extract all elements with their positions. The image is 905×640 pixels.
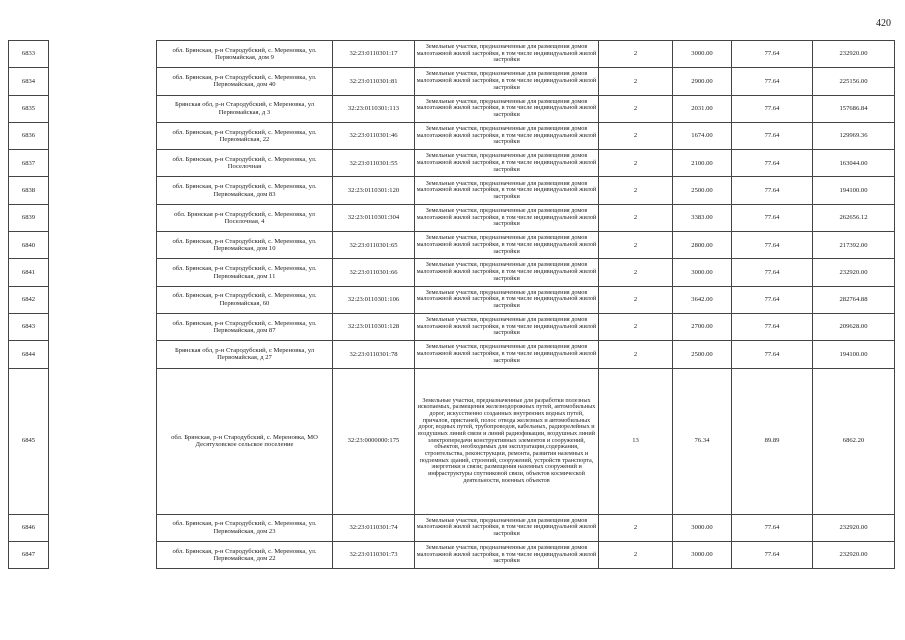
blank-cell	[49, 259, 157, 286]
cadastral-value-cell: 232920.00	[813, 541, 895, 568]
cadastral-value-cell: 129969.36	[813, 122, 895, 149]
table-row	[9, 259, 895, 286]
table-row	[9, 68, 895, 95]
specific-value-cell: 77.64	[732, 204, 813, 231]
row-number-cell: 6841	[9, 259, 49, 286]
group-number-cell: 2	[599, 514, 673, 541]
group-number-cell: 2	[599, 259, 673, 286]
area-cell: 3383.00	[673, 204, 732, 231]
blank-cell	[49, 150, 157, 177]
cadastral-value-cell: 232920.00	[813, 514, 895, 541]
specific-value-cell: 77.64	[732, 95, 813, 122]
land-use-purpose-cell: Земельные участки, предназначенные для разработки полезных ископаемых, размещения железнодорожных путей, автомобильных дорог, искусственно созданных внутренних водных путей, причалов, пристаней, полос отвода железных и автомобильных дорог, водных путей, трубопроводов, кабельных, радиорелейных и воздушных линий связи и линий радиофикации, воздушных линий электропередачи конструктивных элементов и сооружений, объектов, необходимых для эксплуатации,содержания, строительства, реконструкции, ремонта, развития наземных и подземных зданий, строений, сооружений, устройств транспорта, энергетики и связи; размещения наземных сооружений и инфраструктуры спутниковой связи, объектов космической деятельности, военных объектов	[415, 368, 599, 514]
cadastral-number-cell: 32:23:0110301:106	[333, 286, 415, 313]
address-cell: Брянская обл, р-н Стародубский, с Мереновка, ул Первомайская, д 3	[157, 95, 333, 122]
row-number-cell: 6843	[9, 313, 49, 340]
area-cell: 2800.00	[673, 232, 732, 259]
row-number-cell: 6845	[9, 368, 49, 514]
row-number-cell: 6834	[9, 68, 49, 95]
row-number-cell: 6842	[9, 286, 49, 313]
specific-value-cell: 77.64	[732, 232, 813, 259]
cadastral-number-cell: 32:23:0110301:81	[333, 68, 415, 95]
land-use-purpose-cell: Земельные участки, предназначенные для размещения домов малоэтажной жилой застройки, в том числе индивидуальной жилой застройки	[415, 259, 599, 286]
table-row	[9, 541, 895, 568]
land-use-purpose-cell: Земельные участки, предназначенные для размещения домов малоэтажной жилой застройки, в том числе индивидуальной жилой застройки	[415, 68, 599, 95]
land-use-purpose-cell: Земельные участки, предназначенные для размещения домов малоэтажной жилой застройки, в том числе индивидуальной жилой застройки	[415, 122, 599, 149]
table-row	[9, 286, 895, 313]
area-cell: 2700.00	[673, 313, 732, 340]
cadastral-value-cell: 232920.00	[813, 259, 895, 286]
address-cell: обл. Брянская, р-н Стародубский, с. Мереновка, ул. Первомайская, дом 9	[157, 41, 333, 68]
area-cell: 1674.00	[673, 122, 732, 149]
cadastral-value-cell: 282764.88	[813, 286, 895, 313]
cadastral-value-cell: 157686.84	[813, 95, 895, 122]
specific-value-cell: 77.64	[732, 341, 813, 368]
specific-value-cell: 77.64	[732, 122, 813, 149]
address-cell: обл. Брянская, р-н Стародубский, с. Мереновка, ул. Поселочная	[157, 150, 333, 177]
specific-value-cell: 89.89	[732, 368, 813, 514]
table-row	[9, 368, 895, 514]
blank-cell	[49, 286, 157, 313]
address-cell: обл. Брянская, р-н Стародубский, с. Мереновка, ул. Первомайская, дом 22	[157, 541, 333, 568]
specific-value-cell: 77.64	[732, 541, 813, 568]
group-number-cell: 2	[599, 95, 673, 122]
land-use-purpose-cell: Земельные участки, предназначенные для размещения домов малоэтажной жилой застройки, в том числе индивидуальной жилой застройки	[415, 232, 599, 259]
cadastral-number-cell: 32:23:0110301:17	[333, 41, 415, 68]
group-number-cell: 2	[599, 204, 673, 231]
cadastral-number-cell: 32:23:0110301:46	[333, 122, 415, 149]
area-cell: 2500.00	[673, 177, 732, 204]
address-cell: обл. Брянская, р-н Стародубский, с. Мереновка, ул. Первомайская, 22	[157, 122, 333, 149]
area-cell: 2100.00	[673, 150, 732, 177]
cadastral-number-cell: 32:23:0110301:55	[333, 150, 415, 177]
group-number-cell: 2	[599, 122, 673, 149]
table-row	[9, 41, 895, 68]
cadastral-number-cell: 32:23:0110301:74	[333, 514, 415, 541]
address-cell: обл. Брянская, р-н Стародубский, с. Мереновка, ул. Первомайская, дом 11	[157, 259, 333, 286]
cadastral-value-cell: 163044.00	[813, 150, 895, 177]
cadastral-number-cell: 32:23:0000000:175	[333, 368, 415, 514]
land-use-purpose-cell: Земельные участки, предназначенные для размещения домов малоэтажной жилой застройки, в том числе индивидуальной жилой застройки	[415, 286, 599, 313]
table-body	[9, 41, 895, 569]
cadastral-number-cell: 32:23:0110301:65	[333, 232, 415, 259]
table-row	[9, 177, 895, 204]
group-number-cell: 2	[599, 313, 673, 340]
specific-value-cell: 77.64	[732, 286, 813, 313]
specific-value-cell: 77.64	[732, 150, 813, 177]
row-number-cell: 6833	[9, 41, 49, 68]
land-use-purpose-cell: Земельные участки, предназначенные для размещения домов малоэтажной жилой застройки, в том числе индивидуальной жилой застройки	[415, 541, 599, 568]
specific-value-cell: 77.64	[732, 177, 813, 204]
specific-value-cell: 77.64	[732, 68, 813, 95]
cadastral-number-cell: 32:23:0110301:304	[333, 204, 415, 231]
table-row	[9, 150, 895, 177]
land-use-purpose-cell: Земельные участки, предназначенные для размещения домов малоэтажной жилой застройки, в том числе индивидуальной жилой застройки	[415, 177, 599, 204]
group-number-cell: 2	[599, 150, 673, 177]
area-cell: 3000.00	[673, 514, 732, 541]
cadastral-value-cell: 262656.12	[813, 204, 895, 231]
land-use-purpose-cell: Земельные участки, предназначенные для размещения домов малоэтажной жилой застройки, в том числе индивидуальной жилой застройки	[415, 41, 599, 68]
blank-cell	[49, 514, 157, 541]
table-wrapper	[8, 40, 895, 569]
blank-cell	[49, 232, 157, 259]
cadastral-number-cell: 32:23:0110301:73	[333, 541, 415, 568]
row-number-cell: 6840	[9, 232, 49, 259]
page-number: 420	[876, 18, 891, 29]
address-cell: обл. Брянская, р-н Стародубский, с. Мереновка, ул. Первомайская, дом 40	[157, 68, 333, 95]
cadastral-value-table	[8, 40, 895, 569]
row-number-cell: 6837	[9, 150, 49, 177]
group-number-cell: 2	[599, 41, 673, 68]
land-use-purpose-cell: Земельные участки, предназначенные для размещения домов малоэтажной жилой застройки, в том числе индивидуальной жилой застройки	[415, 313, 599, 340]
blank-cell	[49, 204, 157, 231]
group-number-cell: 2	[599, 286, 673, 313]
cadastral-number-cell: 32:23:0110301:66	[333, 259, 415, 286]
land-use-purpose-cell: Земельные участки, предназначенные для размещения домов малоэтажной жилой застройки, в том числе индивидуальной жилой застройки	[415, 204, 599, 231]
area-cell: 3642.00	[673, 286, 732, 313]
row-number-cell: 6836	[9, 122, 49, 149]
cadastral-value-cell: 225156.00	[813, 68, 895, 95]
cadastral-number-cell: 32:23:0110301:78	[333, 341, 415, 368]
blank-cell	[49, 341, 157, 368]
cadastral-value-cell: 194100.00	[813, 177, 895, 204]
area-cell: 2500.00	[673, 341, 732, 368]
group-number-cell: 13	[599, 368, 673, 514]
cadastral-value-cell: 6862.20	[813, 368, 895, 514]
table-row	[9, 95, 895, 122]
group-number-cell: 2	[599, 177, 673, 204]
row-number-cell: 6835	[9, 95, 49, 122]
blank-cell	[49, 95, 157, 122]
table-row	[9, 514, 895, 541]
specific-value-cell: 77.64	[732, 41, 813, 68]
land-use-purpose-cell: Земельные участки, предназначенные для размещения домов малоэтажной жилой застройки, в том числе индивидуальной жилой застройки	[415, 150, 599, 177]
address-cell: обл. Брянская, р-н Стародубский, с. Мереновка, ул. Первомайская, дом 87	[157, 313, 333, 340]
area-cell: 3000.00	[673, 41, 732, 68]
blank-cell	[49, 41, 157, 68]
row-number-cell: 6847	[9, 541, 49, 568]
address-cell: Брянская обл, р-н Стародубский, с Мереновка, ул Первомайская, д 27	[157, 341, 333, 368]
table-row	[9, 313, 895, 340]
address-cell: обл. Брянская, р-н Стародубский, с. Мереновка, ул. Первомайская, дом 83	[157, 177, 333, 204]
address-cell: обл. Брянская, р-н Стародубский, с. Мереновка, ул. Первомайская, 60	[157, 286, 333, 313]
blank-cell	[49, 177, 157, 204]
land-use-purpose-cell: Земельные участки, предназначенные для размещения домов малоэтажной жилой застройки, в том числе индивидуальной жилой застройки	[415, 341, 599, 368]
group-number-cell: 2	[599, 341, 673, 368]
area-cell: 2031.00	[673, 95, 732, 122]
table-row	[9, 341, 895, 368]
specific-value-cell: 77.64	[732, 514, 813, 541]
cadastral-number-cell: 32:23:0110301:113	[333, 95, 415, 122]
area-cell: 3000.00	[673, 541, 732, 568]
blank-cell	[49, 122, 157, 149]
cadastral-value-cell: 232920.00	[813, 41, 895, 68]
group-number-cell: 2	[599, 541, 673, 568]
land-use-purpose-cell: Земельные участки, предназначенные для размещения домов малоэтажной жилой застройки, в том числе индивидуальной жилой застройки	[415, 514, 599, 541]
address-cell: обл. Брянская р-н Стародубский, с. Мереновка, ул Поселочная, 4	[157, 204, 333, 231]
row-number-cell: 6839	[9, 204, 49, 231]
row-number-cell: 6846	[9, 514, 49, 541]
group-number-cell: 2	[599, 232, 673, 259]
table-row	[9, 122, 895, 149]
blank-cell	[49, 313, 157, 340]
row-number-cell: 6838	[9, 177, 49, 204]
blank-cell	[49, 68, 157, 95]
cadastral-number-cell: 32:23:0110301:128	[333, 313, 415, 340]
land-use-purpose-cell: Земельные участки, предназначенные для размещения домов малоэтажной жилой застройки, в том числе индивидуальной жилой застройки	[415, 95, 599, 122]
area-cell: 3000.00	[673, 259, 732, 286]
cadastral-number-cell: 32:23:0110301:120	[333, 177, 415, 204]
address-cell: обл. Брянская, р-н Стародубский, с. Мереновка, ул. Первомайская, дом 23	[157, 514, 333, 541]
blank-cell	[49, 541, 157, 568]
cadastral-value-cell: 217392.00	[813, 232, 895, 259]
table-row	[9, 232, 895, 259]
area-cell: 2900.00	[673, 68, 732, 95]
address-cell: обл. Брянская, р-н Стародубский, с. Мереновка, ул. Первомайская, дом 10	[157, 232, 333, 259]
table-row	[9, 204, 895, 231]
area-cell: 76.34	[673, 368, 732, 514]
specific-value-cell: 77.64	[732, 313, 813, 340]
row-number-cell: 6844	[9, 341, 49, 368]
specific-value-cell: 77.64	[732, 259, 813, 286]
cadastral-value-cell: 209628.00	[813, 313, 895, 340]
address-cell: обл. Брянская, р-н Стародубский, с. Мереновка, МО Десятуховское сельское поселение	[157, 368, 333, 514]
group-number-cell: 2	[599, 68, 673, 95]
blank-cell	[49, 368, 157, 514]
cadastral-value-cell: 194100.00	[813, 341, 895, 368]
